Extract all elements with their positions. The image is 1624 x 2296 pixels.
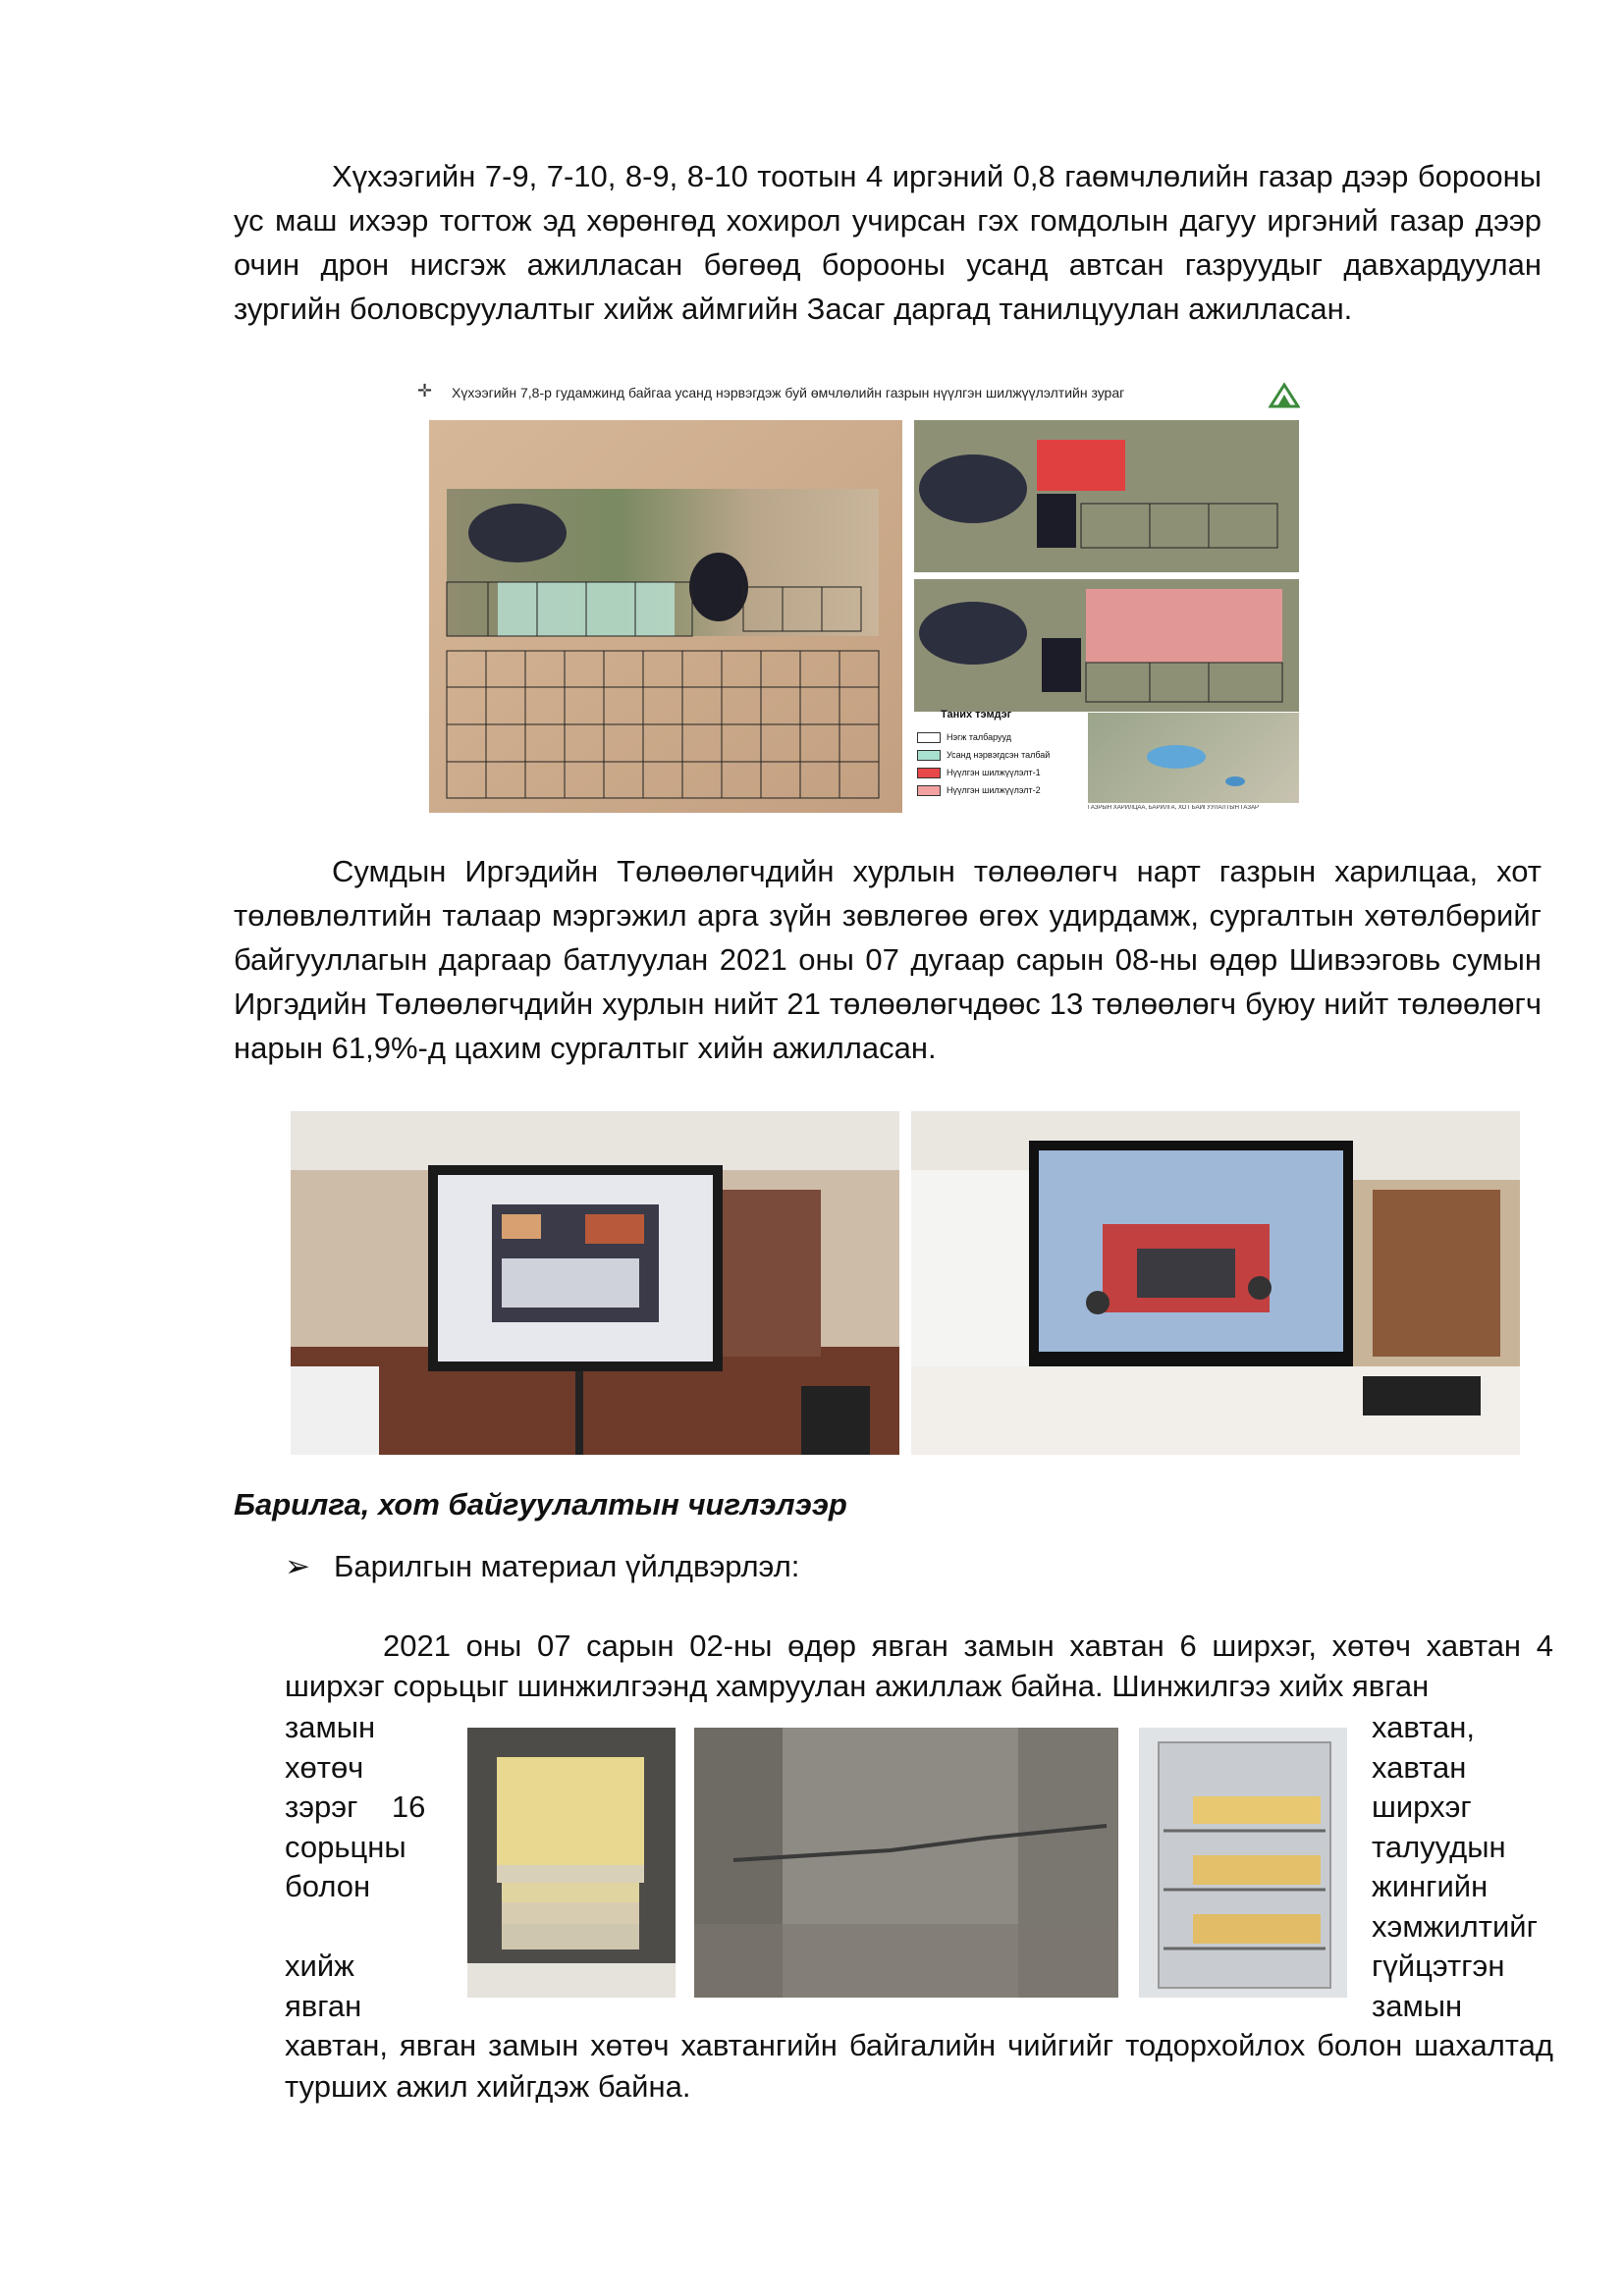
word-line: хөтөч [285, 1750, 364, 1785]
legend-label: Нүүлгэн шилжүүлэлт-2 [947, 785, 1041, 795]
word-line: замын [285, 1710, 376, 1744]
legend-swatch [917, 768, 941, 778]
training-photo-right [911, 1111, 1520, 1455]
legend-item [917, 764, 1050, 781]
map-photo-inset [1088, 713, 1299, 803]
map-credit: ГАЗРЫН ХАРИЛЦАА, БАРИЛГА, ХОТ БАЙГУУЛАЛТЫН ГАЗАР [1088, 805, 1259, 811]
word-line: ширхэг [1372, 1789, 1472, 1824]
word-line: хавтан [1372, 1750, 1467, 1785]
word-line: зэрэг 16 [285, 1789, 426, 1824]
legend-items [917, 728, 1050, 799]
map-title: Хүхээгийн 7,8-р гудамжинд байгаа усанд нэрвэгдэж буй өмчлөлийн газрын нүүлгэн шилжүүлэлтийн зураг [452, 385, 1125, 400]
section-heading: Барилга, хот байгуулалтын чиглэлээр [234, 1487, 847, 1522]
bullet-arrow-icon: ➢ [285, 1549, 310, 1583]
paragraph-training: Сумдын Иргэдийн Төлөөлөгчдийн хурлын төлөөлөгч нарт газрын харилцаа, хот төлөвлөлтийн талаар мэргэжил арга зүйн зөвлөгөө өгөх удирдамж, сургалтын хөтөлбөрийг байгууллагын даргаар батлуулан 2021 оны 07 дугаар сарын 08-ны өдөр Шивээговь сумын Иргэдийн Төлөөлөгчдийн хурлын нийт 21 төлөөлөгчдөөс 13 төлөөлөгч буюу нийт төлөөлөгч нарын 61,9%-д цахим сургалтыг хийн ажилласан. [234, 854, 1542, 1065]
word-line: явган [285, 1989, 362, 2023]
legend-item [917, 746, 1050, 764]
bullet-text: Барилгын материал үйлдвэрлэл: [334, 1549, 800, 1583]
legend-swatch [917, 785, 941, 796]
legend-title: Таних тэмдэг [941, 709, 1012, 721]
paragraph-testing-top: 2021 оны 07 сарын 02-ны өдөр явган замын хавтан 6 ширхэг, хөтөч хавтан 4 ширхэг сорьцыг шинжилгээнд хамруулан ажиллаж байна. Шинжилгээ хийх явган [285, 1629, 1553, 1703]
legend-item [917, 781, 1050, 799]
left-word-column [285, 1708, 457, 1748]
word-line: талуудын [1372, 1830, 1506, 1864]
word-line: хэмжилтийг [1372, 1909, 1538, 1944]
map-main-panel [429, 420, 902, 813]
legend-swatch [917, 750, 941, 761]
word-line: гүйцэтгэн [1372, 1949, 1505, 1983]
legend-swatch [917, 732, 941, 743]
word-line: хийж [285, 1949, 354, 1983]
legend-label: Нүүлгэн шилжүүлэлт-1 [947, 768, 1041, 777]
north-arrow-icon: ✛ [417, 381, 433, 400]
word-line: жингийн [1372, 1869, 1489, 1903]
word-line: сорьцны [285, 1830, 406, 1864]
map-legend [909, 709, 1076, 807]
paragraph-testing-bottom: хавтан, явган замын хөтөч хавтангийн байгалийн чийгийг тодорхойлох болон шахалтад турших ажил хийгдэж байна. [285, 2028, 1553, 2104]
drying-oven-photo [1139, 1728, 1347, 1998]
map-inset-1 [914, 420, 1299, 572]
logo-icon [1269, 381, 1300, 408]
map-inset-2 [914, 579, 1299, 712]
legend-label: Нэгж талбарууд [947, 732, 1011, 742]
training-photo-left [291, 1111, 899, 1455]
legend-label: Усанд нэрвэгдсэн талбай [947, 750, 1051, 760]
paragraph-drone-survey: Хүхээгийн 7-9, 7-10, 8-9, 8-10 тоотын 4 иргэний 0,8 гаөмчлөлийн газар дээр борооны ус маш ихээр тогтож эд хөрөнгөд хохирол учирсан гэх гомдолын дагуу иргэний газар дээр очин дрон нисгэж ажилласан бөгөөд борооны усанд автсан газруудыг давхардуулан зургийн боловсруулалтыг хийж аймгийн Засаг даргад танилцуулан ажилласан. [234, 159, 1542, 326]
word-line: замын [1372, 1989, 1463, 2023]
pavement-photo [694, 1728, 1118, 1998]
word-line: хавтан, [1372, 1710, 1476, 1744]
tile-stack-photo [467, 1728, 676, 1998]
legend-item [917, 728, 1050, 746]
word-line: болон [285, 1869, 371, 1903]
